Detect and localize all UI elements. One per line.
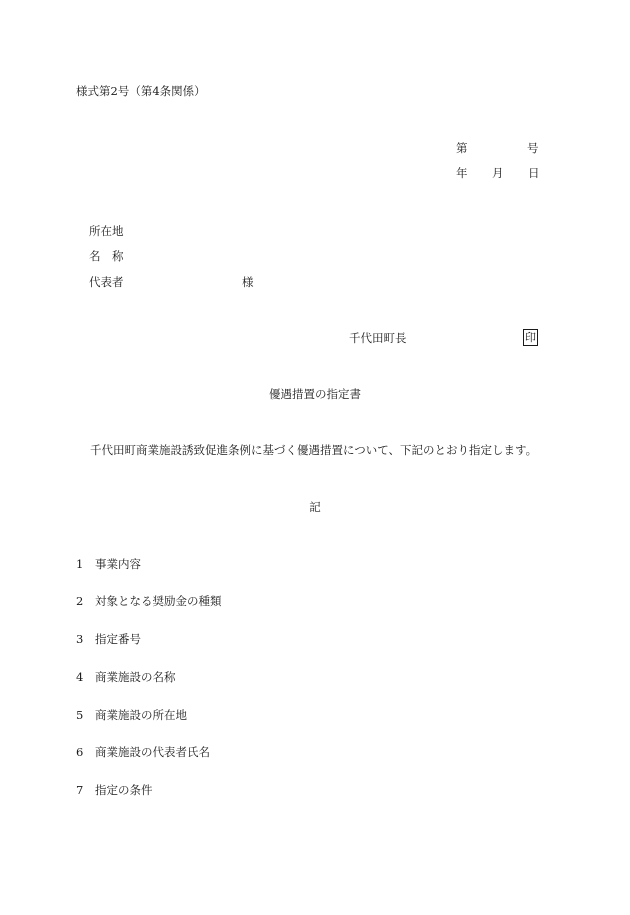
doc-number-suffix: 号: [527, 141, 539, 155]
date-year-label: 年: [456, 166, 468, 180]
item-label: 商業施設の名称: [95, 670, 176, 684]
addressee-location-label: 所在地: [89, 224, 124, 238]
item-number: 7: [76, 783, 84, 797]
date-day-label: 日: [528, 166, 540, 180]
issuer-title: 千代田町長: [349, 331, 407, 345]
item-number: 1: [76, 557, 84, 571]
list-item: [76, 785, 153, 797]
list-item: [76, 710, 187, 722]
list-item: [76, 747, 210, 759]
item-number: 6: [76, 745, 84, 759]
item-label: 指定の条件: [95, 783, 153, 797]
list-item: [76, 559, 141, 571]
list-item: [76, 634, 141, 646]
body-text: 千代田町商業施設誘致促進条例に基づく優遇措置について、下記のとおり指定します。: [90, 443, 538, 457]
item-number: 4: [76, 670, 84, 684]
seal-stamp-mark: 印: [525, 331, 536, 344]
addressee-representative-label: 代表者: [89, 275, 124, 289]
item-label: 対象となる奨励金の種類: [95, 594, 222, 608]
item-label: 商業施設の代表者氏名: [95, 745, 210, 759]
document-title: 優遇措置の指定書: [269, 387, 361, 401]
list-item: [76, 672, 176, 684]
item-label: 商業施設の所在地: [95, 708, 187, 722]
list-item: [76, 596, 222, 608]
item-number: 5: [76, 708, 84, 722]
item-number: 3: [76, 632, 84, 646]
date-month-label: 月: [492, 166, 504, 180]
item-label: 指定番号: [95, 632, 141, 646]
addressee-honorific: 様: [242, 275, 254, 289]
ki-label: 記: [309, 500, 321, 514]
doc-number-prefix: 第: [456, 141, 468, 155]
addressee-name-label: 名 称: [89, 249, 124, 263]
form-number: 様式第2号（第4条関係）: [76, 84, 206, 98]
item-number: 2: [76, 594, 84, 608]
item-label: 事業内容: [95, 557, 141, 571]
